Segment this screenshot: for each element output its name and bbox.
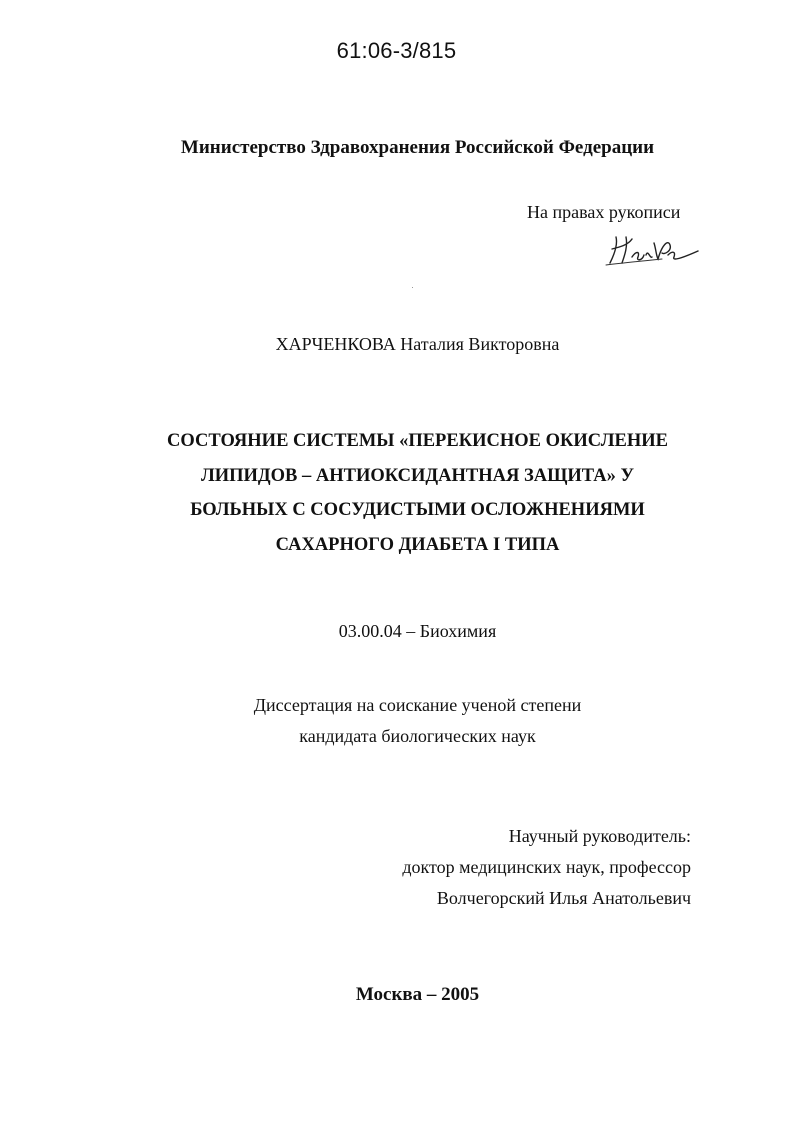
degree-line: кандидата биологических наук — [299, 726, 536, 746]
city-year: Москва – 2005 — [355, 984, 480, 1005]
title-line: ЛИПИДОВ – АНТИОКСИДАНТНАЯ ЗАЩИТА» У — [200, 465, 635, 486]
supervisor-block — [402, 821, 691, 914]
author-name: ХАРЧЕНКОВА Наталия Викторовна — [275, 334, 560, 354]
title-line: СОСТОЯНИЕ СИСТЕМЫ «ПЕРЕКИСНОЕ ОКИСЛЕНИЕ — [167, 431, 668, 451]
catalog-number: 61:06-3/815 — [336, 38, 457, 63]
handwritten-signature — [602, 225, 712, 273]
scan-speck — [412, 287, 413, 288]
supervisor-title: доктор медицинских наук, профессор — [402, 857, 691, 877]
dissertation-title — [0, 424, 793, 562]
degree-statement — [0, 690, 793, 752]
supervisor-name: Волчегорский Илья Анатольевич — [436, 888, 691, 908]
supervisor-label: Научный руководитель: — [508, 826, 691, 846]
ministry-heading: Министерство Здравохранения Российской Федерации — [180, 137, 655, 158]
degree-line: Диссертация на соискание ученой степени — [253, 695, 582, 715]
manuscript-rights-note: На правах рукописи — [527, 202, 681, 222]
title-line: БОЛЬНЫХ С СОСУДИСТЫМИ ОСЛОЖНЕНИЯМИ — [190, 500, 645, 520]
title-line: САХАРНОГО ДИАБЕТА I ТИПА — [275, 534, 560, 555]
specialty-code: 03.00.04 – Биохимия — [338, 621, 497, 641]
